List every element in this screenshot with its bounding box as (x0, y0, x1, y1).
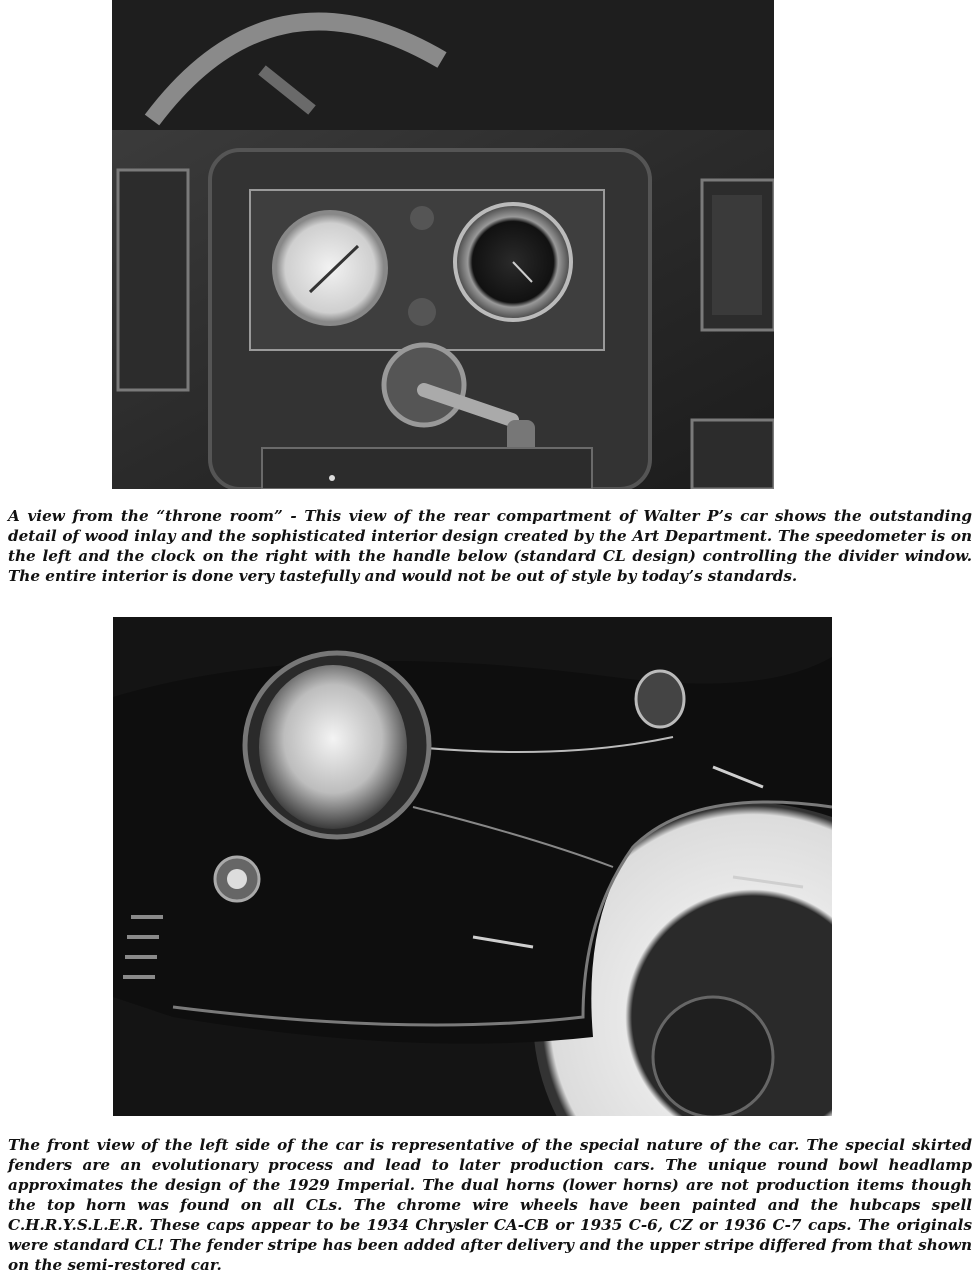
front-left-side-photo (113, 617, 832, 1116)
front-left-side-illustration (113, 617, 832, 1116)
rear-compartment-caption: A view from the “throne room” - This view of the rear compartment of Walter P’s car shows the outstanding detail of wood inlay and the sophisticated interior design created by the Art Department. The speedometer is on the left and the clock on the right with the handle below (standard CL design) controlling the divider window. The entire interior is done very tastefully and would not be out of style by today’s standards. (8, 507, 972, 585)
front-left-side-caption: The front view of the left side of the car is representative of the special nature of the car. The special skirted fenders are an evolutionary process and lead to later production cars. The unique round bowl headlamp approximates the design of the 1929 Imperial. The dual horns (lower horns) are not production items though the top horn was found on all CLs. The chrome wire wheels have been painted and the hubcaps spell C.H.R.Y.S.L.E.R. These caps appear to be 1934 Chrysler CA-CB or 1935 C-6, CZ or 1936 C-7 caps. The originals were standard CL! The fender stripe has been added after delivery and the upper stripe differed from that shown on the semi-restored car. (8, 1136, 972, 1274)
rear-compartment-illustration (112, 0, 774, 489)
rear-compartment-photo (112, 0, 774, 489)
